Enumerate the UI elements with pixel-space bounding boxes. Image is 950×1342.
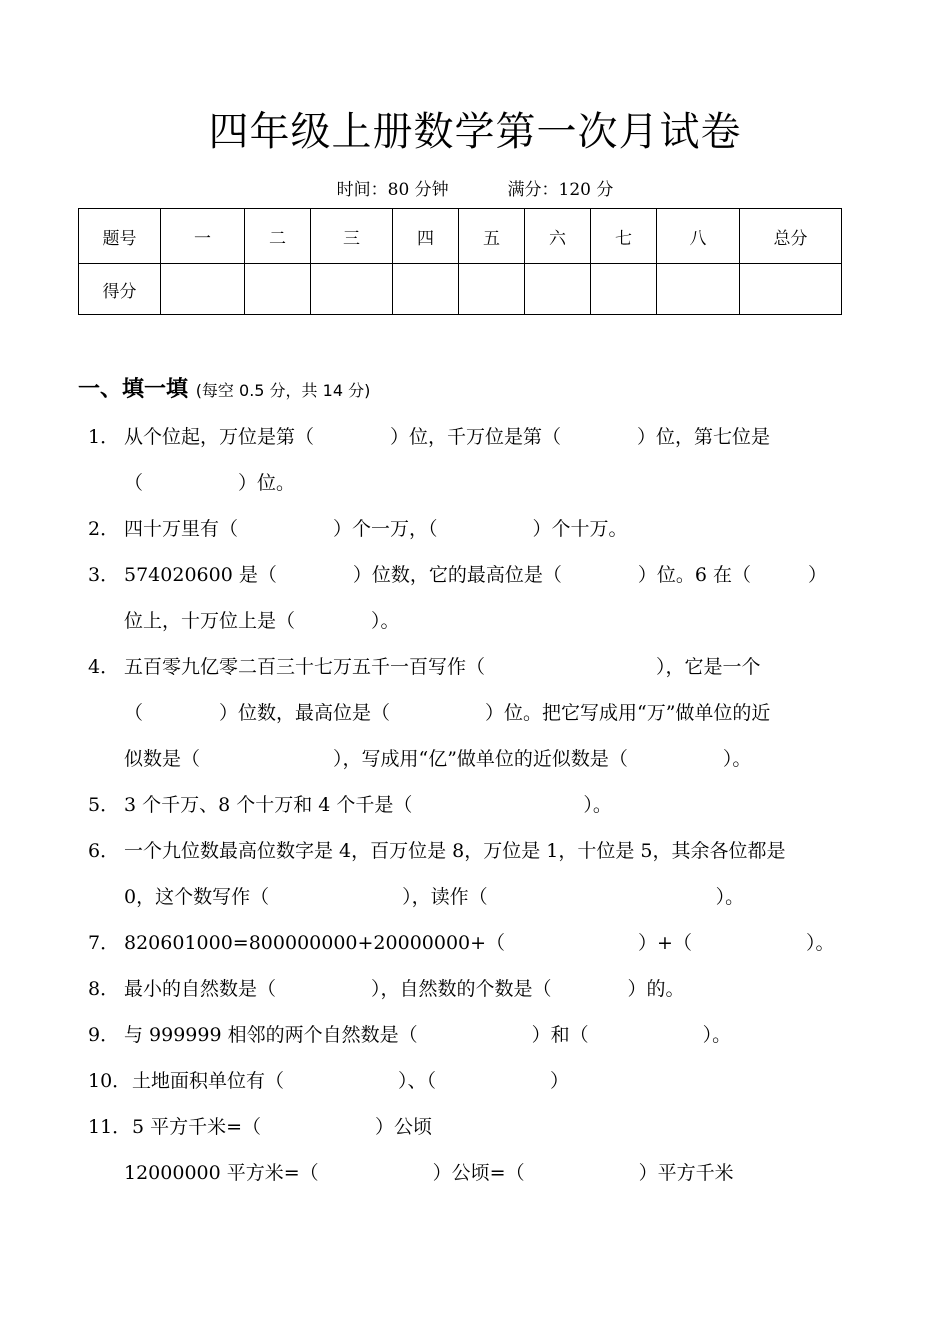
question-number: 3． (88, 564, 120, 586)
section-heading (78, 374, 370, 407)
question-number: 5． (88, 794, 120, 816)
question-10 (88, 1058, 878, 1104)
header-cell: 五 (459, 209, 525, 264)
question-11 (88, 1104, 878, 1196)
score-label: 得分 (79, 264, 161, 315)
page-title: 四年级上册数学第一次月试卷 (208, 109, 742, 155)
question-number: 8． (88, 978, 120, 1000)
question-text: （ ）位数，最高位是（ ）位。把它写成用“万”做单位的近 (124, 702, 771, 724)
question-text: 0，这个数写作（ ），读作（ ）。 (124, 886, 745, 908)
question-number: 6． (88, 840, 120, 862)
question-text: 5 平方千米=（ ）公顷 (132, 1116, 433, 1138)
exam-full-score: 满分：120 分 (507, 180, 614, 200)
question-2 (88, 506, 878, 552)
question-8 (88, 966, 878, 1012)
score-cell[interactable] (591, 264, 657, 315)
header-cell: 七 (591, 209, 657, 264)
header-cell: 一 (161, 209, 245, 264)
score-cell[interactable] (161, 264, 245, 315)
question-text: 一个九位数最高位数字是 4，百万位是 8，万位是 1，十位是 5，其余各位都是 (124, 840, 786, 862)
question-text: 位上，十万位上是（ ）。 (124, 610, 400, 632)
score-cell[interactable] (740, 264, 842, 315)
question-number: 9． (88, 1024, 120, 1046)
question-6 (88, 828, 878, 920)
question-number: 2． (88, 518, 120, 540)
question-text: 574020600 是（ ）位数，它的最高位是（ ）位。6 在（ ） (124, 564, 827, 586)
score-cell[interactable] (393, 264, 459, 315)
question-3 (88, 552, 878, 644)
question-number: 10． (88, 1070, 132, 1092)
question-text: （ ）位。 (124, 472, 296, 494)
question-number: 4． (88, 656, 120, 678)
question-text: 四十万里有（ ）个一万，（ ）个十万。 (124, 518, 628, 540)
score-table-score-row (79, 264, 842, 315)
header-cell: 三 (311, 209, 393, 264)
score-cell[interactable] (525, 264, 591, 315)
question-5 (88, 782, 878, 828)
question-text: 土地面积单位有（ ）、（ ） (132, 1070, 570, 1092)
question-text: 3 个千万、8 个十万和 4 个千是（ ）。 (124, 794, 612, 816)
question-9 (88, 1012, 878, 1058)
header-cell: 题号 (79, 209, 161, 264)
header-cell: 总分 (740, 209, 842, 264)
question-text: 从个位起，万位是第（ ）位，千万位是第（ ）位，第七位是 (124, 426, 771, 448)
question-text: 最小的自然数是（ ），自然数的个数是（ ）的。 (124, 978, 685, 1000)
score-cell[interactable] (459, 264, 525, 315)
header-cell: 二 (245, 209, 311, 264)
score-cell[interactable] (311, 264, 393, 315)
section-note: (每空 0.5 分，共 14 分) (195, 381, 371, 400)
header-cell: 八 (657, 209, 740, 264)
question-text: 与 999999 相邻的两个自然数是（ ）和（ ）。 (124, 1024, 732, 1046)
score-table (78, 208, 842, 315)
question-text: 似数是（ ），写成用“亿”做单位的近似数是（ ）。 (124, 748, 752, 770)
question-number: 11． (88, 1116, 132, 1138)
question-text: 820601000=800000000+20000000+（ ）+（ ）。 (124, 932, 835, 954)
exam-meta (0, 178, 950, 202)
score-cell[interactable] (657, 264, 740, 315)
header-cell: 六 (525, 209, 591, 264)
question-1 (88, 414, 878, 506)
question-number: 1． (88, 426, 120, 448)
header-cell: 四 (393, 209, 459, 264)
question-number: 7． (88, 932, 120, 954)
question-4 (88, 644, 878, 782)
question-text: 12000000 平方米=（ ）公顷=（ ）平方千米 (124, 1162, 734, 1184)
section-title: 一、填一填 (78, 377, 189, 402)
score-table-header-row (79, 209, 842, 264)
exam-time: 时间：80 分钟 (336, 180, 449, 200)
score-cell[interactable] (245, 264, 311, 315)
question-text: 五百零九亿零二百三十七万五千一百写作（ ），它是一个 (124, 656, 761, 678)
question-7 (88, 920, 878, 966)
